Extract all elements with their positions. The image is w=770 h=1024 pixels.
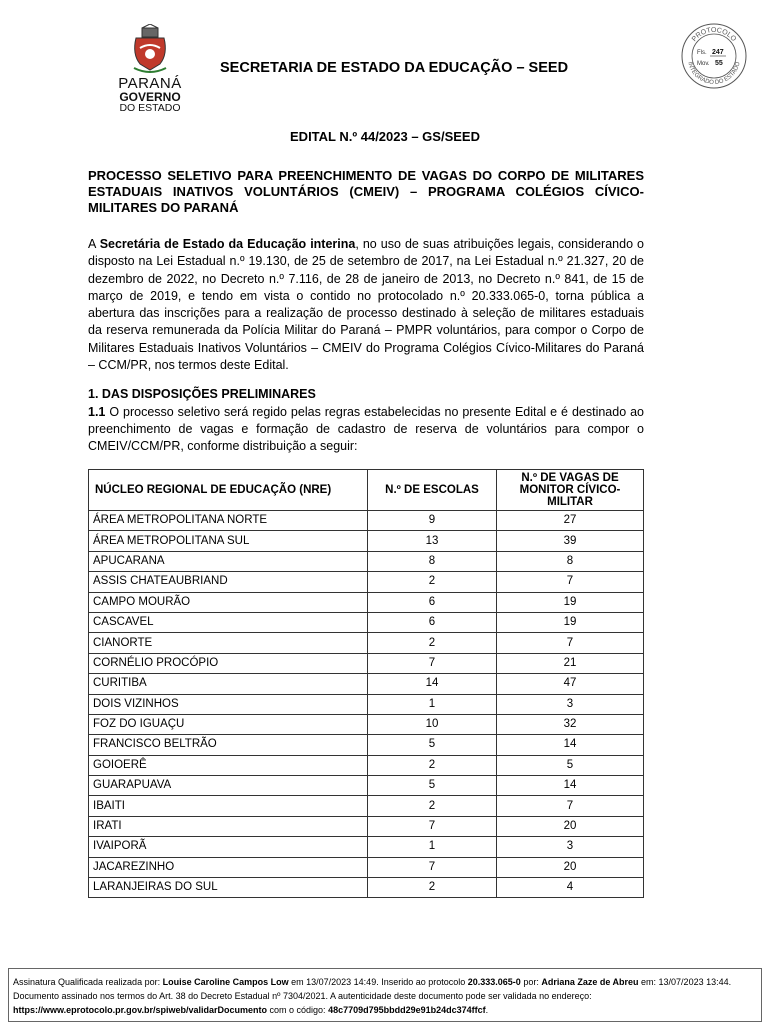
cell-escolas: 9 [368,511,497,531]
cell-escolas: 5 [368,776,497,796]
cell-escolas: 2 [368,572,497,592]
footer-inserter-name: Adriana Zaze de Abreu [541,977,639,987]
cell-vagas: 47 [497,674,644,694]
table-row [89,735,644,755]
cell-escolas: 5 [368,735,497,755]
section-paragraph [88,404,644,455]
table-row [89,714,644,734]
table-row [89,878,644,898]
cell-escolas: 7 [368,653,497,673]
table-row [89,837,644,857]
cell-nre: IBAITI [89,796,368,816]
cell-escolas: 7 [368,857,497,877]
col-header-vagas: N.º DE VAGAS DE MONITOR CÍVICO-MILITAR [497,470,644,511]
col-header-nre: NÚCLEO REGIONAL DE EDUCAÇÃO (NRE) [89,470,368,511]
cell-escolas: 14 [368,674,497,694]
footer-text: por: [520,977,542,987]
cell-vagas: 19 [497,612,644,632]
cell-nre: IRATI [89,816,368,836]
cell-nre: CIANORTE [89,633,368,653]
table-row [89,755,644,775]
cell-vagas: 14 [497,735,644,755]
section-num: 1.1 [88,405,106,419]
section-title: 1. DAS DISPOSIÇÕES PRELIMINARES [88,387,316,401]
footer-protocol: 20.333.065-0 [467,977,521,987]
table-row [89,694,644,714]
cell-nre: JACAREZINHO [89,857,368,877]
cell-nre: APUCARANA [89,551,368,571]
cell-escolas: 2 [368,755,497,775]
cell-vagas: 27 [497,511,644,531]
table-row [89,551,644,571]
stamp-mov-value: 55 [715,60,723,67]
stamp-bottom-text: INTEGRADO DO ESTADO [686,61,742,87]
footer-text: em 13/07/2023 14:49. Inserido ao protocolo [288,977,468,987]
cell-vagas: 21 [497,653,644,673]
cell-nre: GOIOERÊ [89,755,368,775]
cell-vagas: 20 [497,816,644,836]
section-text: O processo seletivo será regido pelas regras estabelecidas no presente Edital e é destinado ao preenchimento de vagas e formação de cadastro de reserva de voluntários para compor o CMEIV/CCM/PR, conforme distribuição a seguir: [88,405,644,453]
cell-escolas: 2 [368,878,497,898]
cell-vagas: 32 [497,714,644,734]
cell-escolas: 2 [368,796,497,816]
cell-vagas: 5 [497,755,644,775]
footer-code: 48c7709d795bbdd29e91b24dc374ffcf [328,1005,486,1015]
cell-vagas: 4 [497,878,644,898]
stamp-top-text: PROTOCOLO [690,26,738,44]
cell-nre: FOZ DO IGUAÇU [89,714,368,734]
cell-vagas: 20 [497,857,644,877]
table-row [89,612,644,632]
cell-vagas: 3 [497,837,644,857]
footer-text: . [485,1005,489,1015]
svg-text:PROTOCOLO [691,27,738,43]
table-row [89,592,644,612]
coat-of-arms-icon [130,24,170,74]
table-body [89,511,644,898]
cell-nre: GUARAPUAVA [89,776,368,796]
stamp-fls-label: Fls. [697,50,707,56]
cell-escolas: 1 [368,694,497,714]
cell-vagas: 7 [497,572,644,592]
table-row [89,511,644,531]
intro-rest: , no uso de suas atribuições legais, considerando o disposto na Lei Estadual n.º 19.130, de 25 de setembro de 2017, na Lei Estadual n.º 21.327, 20 de dezembro de 2022, no Decreto n.º 7.116, de 28 de janeiro de 2013, no Decreto n.º 841, de 15 de março de 2019, e tendo em vista o contido no protocolado n.º 20.333.065-0, torna pública a abertura das inscrições para a realização de processo destinado à seleção de militares estaduais da reserva remunerada da Polícia Militar do Paraná – PMPR voluntários, para compor o Corpo de Militares Estaduais Inativos Voluntários – CMEIV do Programa Colégios Cívico-Militares do Paraná – CCM/PR, nos termos deste Edital. [88,237,645,373]
cell-escolas: 6 [368,612,497,632]
cell-escolas: 1 [368,837,497,857]
col-header-escolas: N.º DE ESCOLAS [368,470,497,511]
logo-gov-text: GOVERNO [119,90,181,104]
cell-nre: CORNÉLIO PROCÓPIO [89,653,368,673]
logo-state-text: PARANÁ [118,75,182,92]
table-row [89,816,644,836]
intro-a: A [88,237,100,251]
table-row [89,857,644,877]
cell-escolas: 8 [368,551,497,571]
cell-nre: CAMPO MOURÃO [89,592,368,612]
footer-text: em: 13/07/2023 13:44. Documento assinado nos termos do Art. 38 do Decreto Estadual nº 7304/2021. A autenticidade deste documento pode ser validada no endereço: [13,977,732,1001]
cell-nre: ÁREA METROPOLITANA NORTE [89,511,368,531]
table-header-row [89,470,644,511]
cell-nre: ASSIS CHATEAUBRIAND [89,572,368,592]
cell-nre: ÁREA METROPOLITANA SUL [89,531,368,551]
cell-vagas: 14 [497,776,644,796]
cell-nre: IVAIPORÃ [89,837,368,857]
stamp-fls-value: 247 [712,49,724,56]
secretaria-title: SECRETARIA DE ESTADO DA EDUCAÇÃO – SEED [220,60,569,76]
signature-footer [8,968,762,1022]
vagas-table [88,469,644,898]
cell-vagas: 39 [497,531,644,551]
processo-title: PROCESSO SELETIVO PARA PREENCHIMENTO DE VAGAS DO CORPO DE MILITARES ESTADUAIS INATIVOS VOLUNTÁRIOS (CMEIV) – PROGRAMA COLÉGIOS CÍVICO-MILITARES DO PARANÁ [88,168,644,215]
table-row [89,653,644,673]
footer-signer-name: Louise Caroline Campos Low [162,977,289,987]
cell-vagas: 19 [497,592,644,612]
cell-nre: DOIS VIZINHOS [89,694,368,714]
table-row [89,796,644,816]
table-row [89,572,644,592]
intro-paragraph [88,236,644,374]
cell-escolas: 7 [368,816,497,836]
stamp-mov-label: Mov. [697,61,710,67]
cell-nre: CASCAVEL [89,612,368,632]
table-row [89,776,644,796]
cell-vagas: 3 [497,694,644,714]
cell-vagas: 7 [497,796,644,816]
table-row [89,674,644,694]
cell-escolas: 6 [368,592,497,612]
protocol-stamp-icon [680,22,748,90]
edital-title: EDITAL N.º 44/2023 – GS/SEED [290,129,480,144]
cell-nre: CURITIBA [89,674,368,694]
table-row [89,531,644,551]
logo-do-text: DO ESTADO [119,102,181,114]
cell-vagas: 7 [497,633,644,653]
intro-bold: Secretária de Estado da Educação interina [99,237,356,251]
cell-escolas: 10 [368,714,497,734]
cell-vagas: 8 [497,551,644,571]
table-row [89,633,644,653]
cell-escolas: 2 [368,633,497,653]
cell-nre: FRANCISCO BELTRÃO [89,735,368,755]
footer-url-link[interactable]: https://www.eprotocolo.pr.gov.br/spiweb/validarDocumento [13,1005,268,1015]
footer-text: Assinatura Qualificada realizada por: [13,977,163,987]
footer-text: com o código: [267,1005,329,1015]
cell-nre: LARANJEIRAS DO SUL [89,878,368,898]
parana-logo [112,24,188,118]
cell-escolas: 13 [368,531,497,551]
